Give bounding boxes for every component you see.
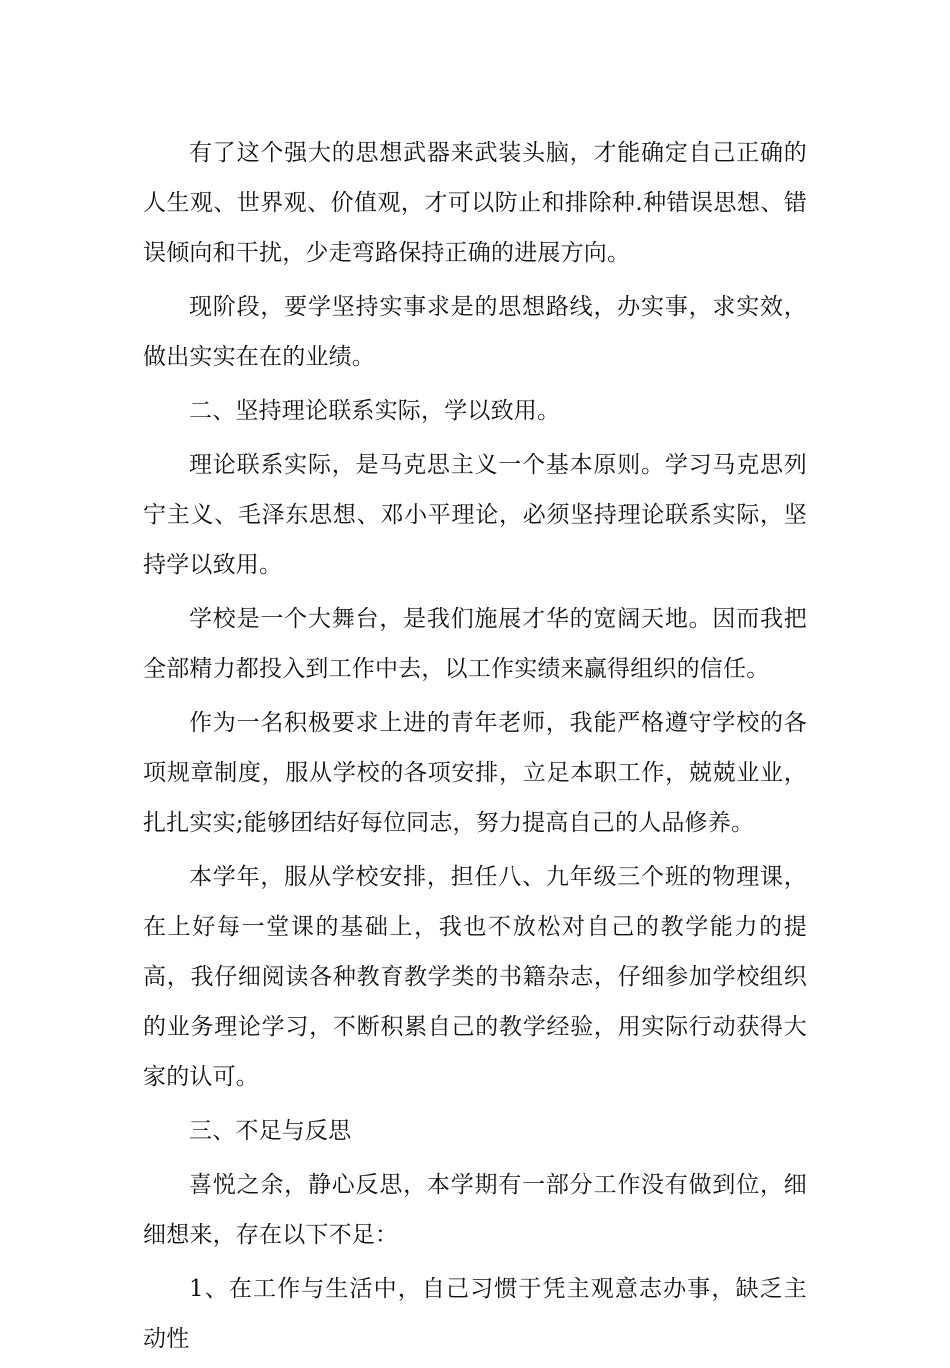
paragraph-7: 喜悦之余，静心反思，本学期有一部分工作没有做到位，细细想来，存在以下不足：	[143, 1172, 807, 1248]
section-heading-3: 三、不足与反思	[189, 1118, 352, 1144]
paragraph-8: 1、在工作与生活中，自己习惯于凭主观意志办事，缺乏主动性	[143, 1276, 807, 1352]
paragraph-2: 现阶段，要学坚持实事求是的思想路线，办实事，求实效，做出实实在在的业绩。	[143, 294, 807, 370]
paragraph-5: 作为一名积极要求上进的青年老师，我能严格遵守学校的各项规章制度，服从学校的各项安排，立足本职工作，兢兢业业，扎扎实实;能够团结好每位同志，努力提高自己的人品修养。	[143, 710, 807, 836]
paragraph-3: 理论联系实际，是马克思主义一个基本原则。学习马克思列宁主义、毛泽东思想、邓小平理论，必须坚持理论联系实际，坚持学以致用。	[143, 452, 807, 578]
document-body	[143, 128, 807, 1368]
paragraph-6: 本学年，服从学校安排，担任八、九年级三个班的物理课，在上好每一堂课的基础上，我也不放松对自己的教学能力的提高，我仔细阅读各种教育教学类的书籍杂志，仔细参加学校组织的业务理论学习，不断积累自己的教学经验，用实际行动获得大家的认可。	[143, 864, 807, 1090]
paragraph-4: 学校是一个大舞台，是我们施展才华的宽阔天地。因而我把全部精力都投入到工作中去，以工作实绩来赢得组织的信任。	[143, 606, 807, 682]
section-heading-2: 二、坚持理论联系实际，学以致用。	[189, 398, 561, 424]
paragraph-1: 有了这个强大的思想武器来武装头脑，才能确定自己正确的人生观、世界观、价值观，才可以防止和排除种.种错误思想、错误倾向和干扰，少走弯路保持正确的进展方向。	[143, 140, 807, 266]
